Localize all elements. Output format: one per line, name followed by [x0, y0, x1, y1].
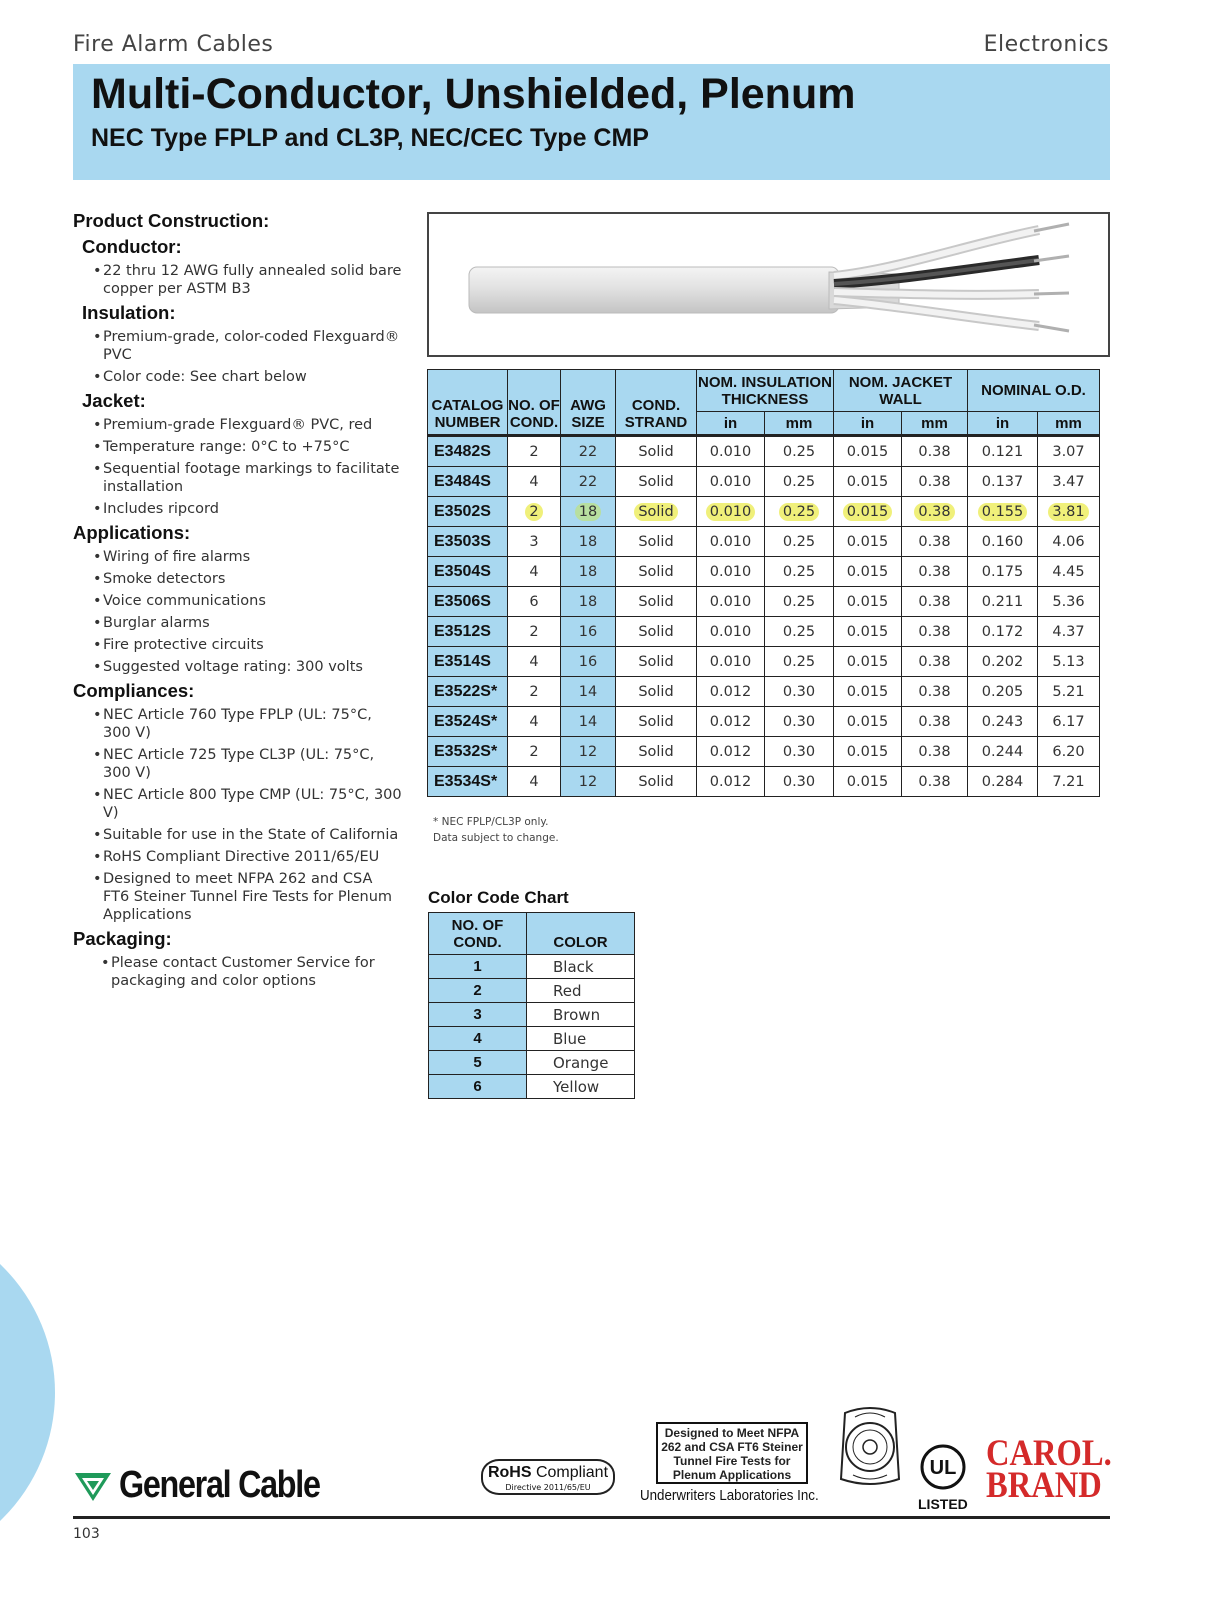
insulation-in-cell: 0.012 [697, 677, 765, 707]
note-fplp-only: * NEC FPLP/CL3P only. [433, 816, 549, 828]
od-in-cell: 0.211 [968, 587, 1038, 617]
color-name-cell: Yellow [527, 1075, 635, 1099]
od-mm-cell: 6.20 [1038, 737, 1100, 767]
page-title: Multi-Conductor, Unshielded, Plenum [91, 70, 856, 118]
insulation-in-cell: 0.012 [697, 737, 765, 767]
no-of-cond-header: NO. OF COND. [508, 370, 561, 436]
jacket-in-cell: 0.015 [834, 527, 902, 557]
table-row [428, 497, 1100, 527]
table-row [428, 737, 1100, 767]
rohs-label: RoHS [487, 1464, 532, 1481]
color-name-cell: Red [527, 979, 635, 1003]
awg-size-cell: 12 [561, 767, 616, 797]
od-in-cell: 0.205 [968, 677, 1038, 707]
no-of-cond-cell: 6 [508, 587, 561, 617]
catalog-number-cell: E3504S [428, 557, 508, 587]
insulation-mm-cell: 0.25 [765, 557, 834, 587]
insulation-mm-cell: 0.25 [765, 436, 834, 467]
no-of-cond-cell: 2 [508, 617, 561, 647]
jacket-in-cell: 0.015 [834, 677, 902, 707]
unit-mm-header: mm [902, 412, 968, 436]
insulation-mm-cell: 0.30 [765, 707, 834, 737]
catalog-number-cell: E3506S [428, 587, 508, 617]
unit-mm-header: mm [1038, 412, 1100, 436]
cond-strand-cell: Solid [616, 557, 697, 587]
table-row [428, 527, 1100, 557]
applications-list [73, 548, 403, 676]
jacket-mm-cell: 0.38 [902, 527, 968, 557]
insulation-mm-cell: 0.25 [765, 527, 834, 557]
color-name-cell: Orange [527, 1051, 635, 1075]
awg-size-cell: 18 [561, 557, 616, 587]
od-in-cell: 0.172 [968, 617, 1038, 647]
cond-strand-cell: Solid [616, 436, 697, 467]
no-of-cond-cell: 4 [508, 467, 561, 497]
highlighted-value: Solid [634, 503, 677, 521]
list-item: • NEC Article 760 Type FPLP (UL: 75°C, 300 V) [93, 706, 403, 742]
jacket-mm-cell [902, 497, 968, 527]
od-mm-cell: 7.21 [1038, 767, 1100, 797]
cond-number-cell: 5 [429, 1051, 527, 1075]
insulation-mm-cell [765, 497, 834, 527]
jacket-in-cell: 0.015 [834, 467, 902, 497]
cond-strand-cell: Solid [616, 467, 697, 497]
awg-size-cell: 16 [561, 617, 616, 647]
table-row [429, 1051, 635, 1075]
jacket-mm-cell: 0.38 [902, 557, 968, 587]
page-subtitle: NEC Type FPLP and CL3P, NEC/CEC Type CMP [91, 124, 649, 152]
cond-strand-cell: Solid [616, 647, 697, 677]
table-row [428, 767, 1100, 797]
jacket-mm-cell: 0.38 [902, 737, 968, 767]
insulation-in-cell: 0.010 [697, 617, 765, 647]
list-item: • NEC Article 725 Type CL3P (UL: 75°C, 300 V) [93, 746, 403, 782]
cond-strand-cell: Solid [616, 617, 697, 647]
cond-strand-header: COND. STRAND [616, 370, 697, 436]
od-mm-cell: 3.47 [1038, 467, 1100, 497]
awg-size-cell: 22 [561, 467, 616, 497]
list-item: • Suitable for use in the State of California [93, 826, 403, 844]
insulation-mm-cell: 0.25 [765, 587, 834, 617]
title-banner [73, 64, 1110, 180]
cable-illustration [429, 214, 1108, 355]
catalog-number-cell: E3534S* [428, 767, 508, 797]
no-of-cond-cell: 3 [508, 527, 561, 557]
jacket-mm-cell: 0.38 [902, 617, 968, 647]
cond-strand-cell: Solid [616, 527, 697, 557]
conductor-heading: Conductor: [82, 236, 182, 257]
od-in-cell: 0.160 [968, 527, 1038, 557]
highlighted-value: 0.25 [779, 503, 819, 521]
jacket-wall-header: NOM. JACKET WALL [834, 370, 968, 412]
list-item: • Premium-grade Flexguard® PVC, red [93, 416, 403, 434]
jacket-in-cell: 0.015 [834, 617, 902, 647]
jacket-in-cell: 0.015 [834, 767, 902, 797]
color-code-title: Color Code Chart [428, 888, 569, 907]
compliances-heading: Compliances: [73, 680, 195, 701]
decorative-circle [0, 1215, 55, 1570]
insulation-list [73, 328, 403, 386]
catalog-number-cell: E3532S* [428, 737, 508, 767]
od-mm-cell: 5.36 [1038, 587, 1100, 617]
color-name-cell: Black [527, 955, 635, 979]
od-in-cell: 0.284 [968, 767, 1038, 797]
ul-test-box: Designed to Meet NFPA 262 and CSA FT6 Steiner Tunnel Fire Tests for Plenum Applications [656, 1422, 808, 1484]
highlighted-value: 0.38 [914, 503, 954, 521]
jacket-mm-cell: 0.38 [902, 436, 968, 467]
unit-in-header: in [697, 412, 765, 436]
awg-size-cell: 22 [561, 436, 616, 467]
highlighted-value: 0.155 [978, 503, 1028, 521]
packaging-list [73, 954, 403, 990]
color-name-cell: Brown [527, 1003, 635, 1027]
color-code-table [428, 912, 635, 1099]
cond-strand-cell: Solid [616, 677, 697, 707]
cond-strand-cell: Solid [616, 737, 697, 767]
unit-in-header: in [834, 412, 902, 436]
od-mm-cell: 5.21 [1038, 677, 1100, 707]
jacket-mm-cell: 0.38 [902, 647, 968, 677]
awg-size-cell: 16 [561, 647, 616, 677]
jacket-mm-cell: 0.38 [902, 467, 968, 497]
catalog-number-cell: E3512S [428, 617, 508, 647]
listing-seal [835, 1405, 905, 1491]
od-in-cell: 0.202 [968, 647, 1038, 677]
cable-image [427, 212, 1110, 357]
jacket-heading: Jacket: [82, 390, 146, 411]
listing-seal-icon [835, 1405, 905, 1487]
unit-mm-header: mm [765, 412, 834, 436]
jacket-in-cell: 0.015 [834, 737, 902, 767]
list-item: • 22 thru 12 AWG fully annealed solid bare copper per ASTM B3 [93, 262, 403, 298]
insulation-in-cell: 0.012 [697, 707, 765, 737]
list-item: • Wiring of fire alarms [93, 548, 403, 566]
list-item: • Temperature range: 0°C to +75°C [93, 438, 403, 456]
highlighted-value: 2 [525, 503, 542, 521]
od-mm-cell: 3.07 [1038, 436, 1100, 467]
od-mm-cell: 6.17 [1038, 707, 1100, 737]
jacket-mm-cell: 0.38 [902, 677, 968, 707]
insulation-in-cell: 0.010 [697, 557, 765, 587]
catalog-number-cell: E3484S [428, 467, 508, 497]
jacket-in-cell: 0.015 [834, 587, 902, 617]
no-of-cond-cell: 4 [508, 767, 561, 797]
svg-text:UL: UL [929, 1457, 957, 1479]
od-mm-cell: 4.45 [1038, 557, 1100, 587]
jacket-in-cell [834, 497, 902, 527]
page-number: 103 [73, 1526, 100, 1542]
table-row [428, 436, 1100, 467]
list-item: • Color code: See chart below [93, 368, 403, 386]
table-row [428, 587, 1100, 617]
jacket-mm-cell: 0.38 [902, 587, 968, 617]
general-cable-logo [73, 1464, 355, 1507]
awg-size-cell: 18 [561, 527, 616, 557]
od-mm-cell [1038, 497, 1100, 527]
applications-heading: Applications: [73, 522, 191, 543]
color-code-body [429, 955, 635, 1099]
spec-table-body [428, 436, 1100, 797]
list-item: • RoHS Compliant Directive 2011/65/EU [93, 848, 403, 866]
no-of-cond-cell: 2 [508, 677, 561, 707]
od-mm-cell: 4.37 [1038, 617, 1100, 647]
highlighted-value: 18 [575, 503, 601, 521]
table-row [428, 617, 1100, 647]
catalog-number-cell: E3503S [428, 527, 508, 557]
table-row [429, 979, 635, 1003]
table-row [428, 677, 1100, 707]
no-of-cond-cell: 2 [508, 737, 561, 767]
cond-number-cell: 2 [429, 979, 527, 1003]
jacket-in-cell: 0.015 [834, 707, 902, 737]
catalog-number-header: CATALOG NUMBER [428, 370, 508, 436]
insulation-mm-cell: 0.30 [765, 737, 834, 767]
list-item: • Suggested voltage rating: 300 volts [93, 658, 403, 676]
catalog-number-cell: E3482S [428, 436, 508, 467]
table-row [429, 1027, 635, 1051]
insulation-in-cell: 0.010 [697, 587, 765, 617]
insulation-mm-cell: 0.25 [765, 467, 834, 497]
jacket-mm-cell: 0.38 [902, 707, 968, 737]
jacket-in-cell: 0.015 [834, 557, 902, 587]
compliances-list [73, 706, 403, 924]
footer-divider [73, 1516, 1110, 1519]
insulation-in-cell: 0.012 [697, 767, 765, 797]
general-cable-shield-icon [73, 1469, 113, 1503]
catalog-number-cell: E3514S [428, 647, 508, 677]
awg-size-cell [561, 497, 616, 527]
awg-size-cell: 14 [561, 677, 616, 707]
list-item: • Includes ripcord [93, 500, 403, 518]
insulation-mm-cell: 0.30 [765, 677, 834, 707]
cond-strand-cell [616, 497, 697, 527]
no-of-cond-cell: 4 [508, 647, 561, 677]
list-item: • NEC Article 800 Type CMP (UL: 75°C, 300 V) [93, 786, 403, 822]
catalog-number-cell: E3502S [428, 497, 508, 527]
ul-listed-label: LISTED [918, 1496, 968, 1512]
ul-logo-icon [920, 1444, 966, 1490]
awg-size-header: AWG SIZE [561, 370, 616, 436]
packaging-heading: Packaging: [73, 928, 172, 949]
carol-brand-logo [986, 1433, 1112, 1506]
od-in-cell: 0.175 [968, 557, 1038, 587]
od-in-cell [968, 497, 1038, 527]
cond-strand-cell: Solid [616, 587, 697, 617]
list-item: • Fire protective circuits [93, 636, 403, 654]
highlighted-value: 0.015 [843, 503, 893, 521]
table-row [428, 467, 1100, 497]
insulation-thickness-header: NOM. INSULATION THICKNESS [697, 370, 834, 412]
insulation-in-cell [697, 497, 765, 527]
table-row [429, 955, 635, 979]
product-info-column [73, 206, 403, 994]
jacket-in-cell: 0.015 [834, 436, 902, 467]
insulation-in-cell: 0.010 [697, 436, 765, 467]
no-of-cond-cell [508, 497, 561, 527]
list-item: • Premium-grade, color-coded Flexguard® PVC [93, 328, 403, 364]
table-row [429, 1075, 635, 1099]
catalog-number-cell: E3522S* [428, 677, 508, 707]
no-of-cond-cell: 4 [508, 707, 561, 737]
list-item: • Sequential footage markings to facilitate installation [93, 460, 403, 496]
carol-line-1: CAROL. [986, 1433, 1112, 1474]
insulation-in-cell: 0.010 [697, 467, 765, 497]
table-row [428, 647, 1100, 677]
od-in-cell: 0.244 [968, 737, 1038, 767]
ul-listed-mark [918, 1444, 968, 1512]
od-in-cell: 0.137 [968, 467, 1038, 497]
list-item: • Burglar alarms [93, 614, 403, 632]
insulation-mm-cell: 0.25 [765, 617, 834, 647]
catalog-number-cell: E3524S* [428, 707, 508, 737]
cond-strand-cell: Solid [616, 707, 697, 737]
list-item: • Voice communications [93, 592, 403, 610]
ul-caption: Underwriters Laboratories Inc. [640, 1488, 819, 1504]
no-of-cond-cell: 2 [508, 436, 561, 467]
highlighted-value: 3.81 [1048, 503, 1088, 521]
construction-heading: Product Construction: [73, 210, 270, 231]
od-in-cell: 0.121 [968, 436, 1038, 467]
note-data-change: Data subject to change. [433, 832, 559, 844]
category-label: Fire Alarm Cables [73, 32, 274, 57]
unit-in-header: in [968, 412, 1038, 436]
od-in-cell: 0.243 [968, 707, 1038, 737]
insulation-in-cell: 0.010 [697, 527, 765, 557]
insulation-in-cell: 0.010 [697, 647, 765, 677]
insulation-heading: Insulation: [82, 302, 176, 323]
conductor-list [73, 262, 403, 298]
highlighted-value: 0.010 [706, 503, 756, 521]
list-item: • Smoke detectors [93, 570, 403, 588]
section-label: Electronics [983, 32, 1109, 57]
od-mm-cell: 4.06 [1038, 527, 1100, 557]
awg-size-cell: 12 [561, 737, 616, 767]
insulation-mm-cell: 0.30 [765, 767, 834, 797]
table-row [429, 1003, 635, 1027]
carol-line-2: BRAND [986, 1465, 1102, 1506]
jacket-list [73, 416, 403, 518]
cond-strand-cell: Solid [616, 767, 697, 797]
color-code-color-header: COLOR [527, 913, 635, 955]
nominal-od-header: NOMINAL O.D. [968, 370, 1100, 412]
list-item: • Please contact Customer Service for packaging and color options [101, 954, 403, 990]
cond-number-cell: 4 [429, 1027, 527, 1051]
cond-number-cell: 3 [429, 1003, 527, 1027]
table-notes [433, 814, 559, 846]
od-mm-cell: 5.13 [1038, 647, 1100, 677]
spec-table [427, 369, 1100, 797]
awg-size-cell: 14 [561, 707, 616, 737]
cond-number-cell: 1 [429, 955, 527, 979]
list-item: • Designed to meet NFPA 262 and CSA FT6 Steiner Tunnel Fire Tests for Plenum Applications [93, 870, 403, 924]
no-of-cond-cell: 4 [508, 557, 561, 587]
rohs-compliant-label: Compliant [531, 1464, 609, 1481]
color-name-cell: Blue [527, 1027, 635, 1051]
brand-name: General Cable [119, 1464, 320, 1506]
insulation-mm-cell: 0.25 [765, 647, 834, 677]
rohs-badge [481, 1459, 615, 1495]
jacket-in-cell: 0.015 [834, 647, 902, 677]
awg-size-cell: 18 [561, 587, 616, 617]
table-row [428, 707, 1100, 737]
rohs-directive: Directive 2011/65/EU [505, 1483, 591, 1492]
table-row [428, 557, 1100, 587]
color-code-cond-header: NO. OF COND. [429, 913, 527, 955]
cond-number-cell: 6 [429, 1075, 527, 1099]
jacket-mm-cell: 0.38 [902, 767, 968, 797]
